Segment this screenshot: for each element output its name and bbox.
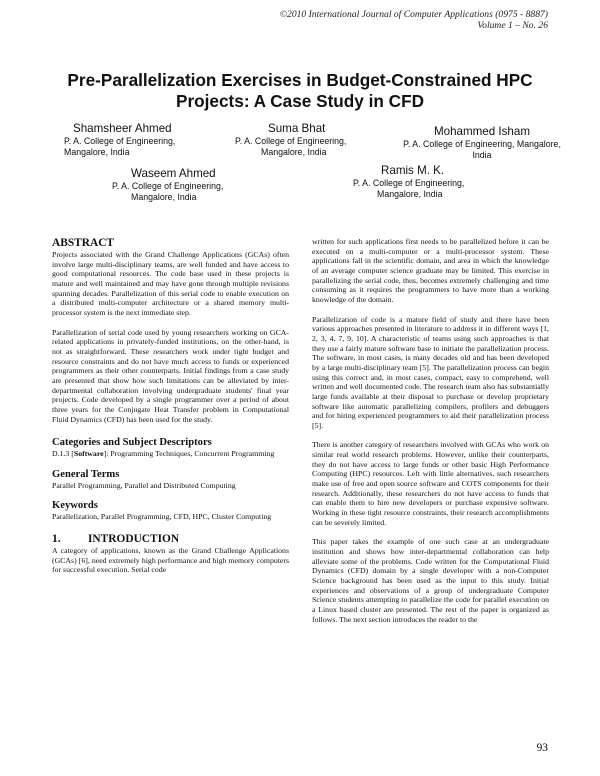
author-affiliation: Mangalore, India bbox=[131, 192, 197, 202]
body-paragraph: Parallelization of code is a mature field of study and there have been various approaches presented in literature to address it in different ways [1, 2, 3, 4, 7, 9, 10]. A characteristic of teams using such approaches is that they use a fairly mature software base to initiate the parallelization process. The software, in most cases, is many decades old and has been developed by a large multi-disciplinary team [5]. The parallelization process can begin using this correct and, in most cases, compact, easy to comprehend, well written and well documented code. The research team also has substantially large funds available at their disposal to purchase or develop proprietary software like automatic parallelizing compilers, profilers and debuggers and for hiring experienced programmers to aid their parallelization process [5]. bbox=[312, 314, 549, 430]
author-block bbox=[382, 125, 582, 161]
author-affiliation: P. A. College of Engineering, bbox=[64, 136, 176, 146]
author-block bbox=[64, 122, 175, 158]
author-affiliation: P. A. College of Engineering, bbox=[112, 181, 224, 191]
journal-header-line1: ©2010 International Journal of Computer Applications (0975 - 8887) bbox=[279, 9, 548, 20]
author-affiliation: P. A. College of Engineering, Mangalore, bbox=[403, 139, 561, 149]
author-affiliation: P. A. College of Engineering, bbox=[353, 178, 465, 188]
abstract-paragraph: Parallelization of serial code used by young researchers working on GCA-related applications in privately-funded institutions, on the other-hand, is not as straightforward. These researchers work under tight budget and resource constraints and do not have much access to funds or experienced programmers as their other counterparts. Initial findings from a case study are presented that show how such limitations can be alleviated by inter-departmental collaboration involving undergraduate students' final year projects. Code developed by a single programmer over a period of about three years for the Conjugate Heat Transfer problem in Computational Fluid Dynamics (CFD) has been used for the study. bbox=[52, 327, 289, 424]
general-terms-heading: General Terms bbox=[52, 468, 120, 480]
author-affiliation: P. A. College of Engineering, bbox=[235, 136, 347, 146]
keywords-text: Parallelization, Parallel Programming, CFD, HPC, Cluster Computing bbox=[52, 512, 272, 522]
introduction-paragraph: A category of applications, known as the Grand Challenge Applications (GCAs) [6], need extremely high performance and high memory computers for successful execution. Serial code bbox=[52, 546, 289, 575]
author-name: Waseem Ahmed bbox=[131, 167, 216, 180]
author-affiliation: India bbox=[472, 150, 492, 160]
categories-heading: Categories and Subject Descriptors bbox=[52, 437, 212, 449]
journal-header-line2: Volume 1 – No. 26 bbox=[477, 20, 548, 31]
abstract-paragraph: Projects associated with the Grand Challenge Applications (GCAs) often involve large multi-disciplinary teams, are well funded and have access to good computational resources. The code base used in these projects is mature and well maintained and may have gone through multiple revisions spanning decades. Parallelization of this serial code to enable execution on a distributed multi-computer architecture or a shared memory multi-processor system is the next immediate step. bbox=[52, 250, 289, 317]
body-paragraph: This paper takes the example of one such case at an undergraduate institution and shows how inter-departmental collaboration can help alleviate some of the problems. Code written for the Computational Fluid Dynamics (CFD) domain by a single developer with a non-Computer Science background has been used as the input to this study. Initial experiences and observations of a group of undergraduate Computer Science students attempting to parallelize the code for parallel execution on a Linux based cluster are presented. The rest of the paper is organized as follows. The next section introduces the reader to the bbox=[312, 537, 549, 624]
body-paragraph: written for such applications first needs to be parallelized before it can be executed on a multi-computer or a multi-processor system. These applications fall in the scientific domain, and area in which the knowledge of an average computer science graduate may be limited. This exercise in parallelizing the serial code, thus, becomes extremely challenging and time consuming as it requires the programmers to have more than a working knowledge of the domain. bbox=[312, 237, 549, 304]
categories-text: D.1.3 [Software]: Programming Techniques, Concurrent Programming bbox=[52, 449, 275, 459]
author-name: Suma Bhat bbox=[268, 122, 326, 135]
author-name: Shamsheer Ahmed bbox=[73, 122, 172, 135]
author-name: Mohammed Isham bbox=[433, 125, 530, 138]
section-title: INTRODUCTION bbox=[88, 533, 180, 546]
body-paragraph: There is another category of researchers involved with GCAs who work on similar real world research problems. However, unlike their counterparts, they do not have access to large funds or other basic High Performance Computing (HPC) resources. Left with little alternatives, such researchers make use of free and open source software and COTS components for their research. Additionally, these researchers do not have access to funds that can enable them to hire new developers or purchase expensive software. Working in these tight resource constraints, their research accomplishments can be severely limited. bbox=[312, 440, 549, 527]
introduction-heading bbox=[52, 532, 289, 546]
page-number: 93 bbox=[536, 742, 548, 754]
author-affiliation: Mangalore, India bbox=[261, 147, 327, 157]
author-affiliation: Mangalore, India bbox=[377, 189, 443, 199]
author-name: Ramis M. K. bbox=[381, 164, 445, 177]
left-column bbox=[52, 237, 289, 575]
author-block bbox=[235, 122, 346, 158]
author-affiliation: Mangalore, India bbox=[64, 147, 130, 157]
general-terms-text: Parallel Programming, Parallel and Distributed Computing bbox=[52, 480, 236, 490]
author-block bbox=[112, 167, 223, 203]
keywords-heading: Keywords bbox=[52, 500, 98, 512]
abstract-heading: ABSTRACT bbox=[52, 237, 115, 249]
author-block bbox=[353, 164, 464, 200]
paper-title: Pre-Parallelization Exercises in Budget-Constrained HPC Projects: A Case Study in CFD bbox=[67, 70, 533, 111]
right-column bbox=[312, 237, 549, 624]
journal-header bbox=[280, 9, 548, 31]
section-number: 1. bbox=[52, 533, 61, 546]
